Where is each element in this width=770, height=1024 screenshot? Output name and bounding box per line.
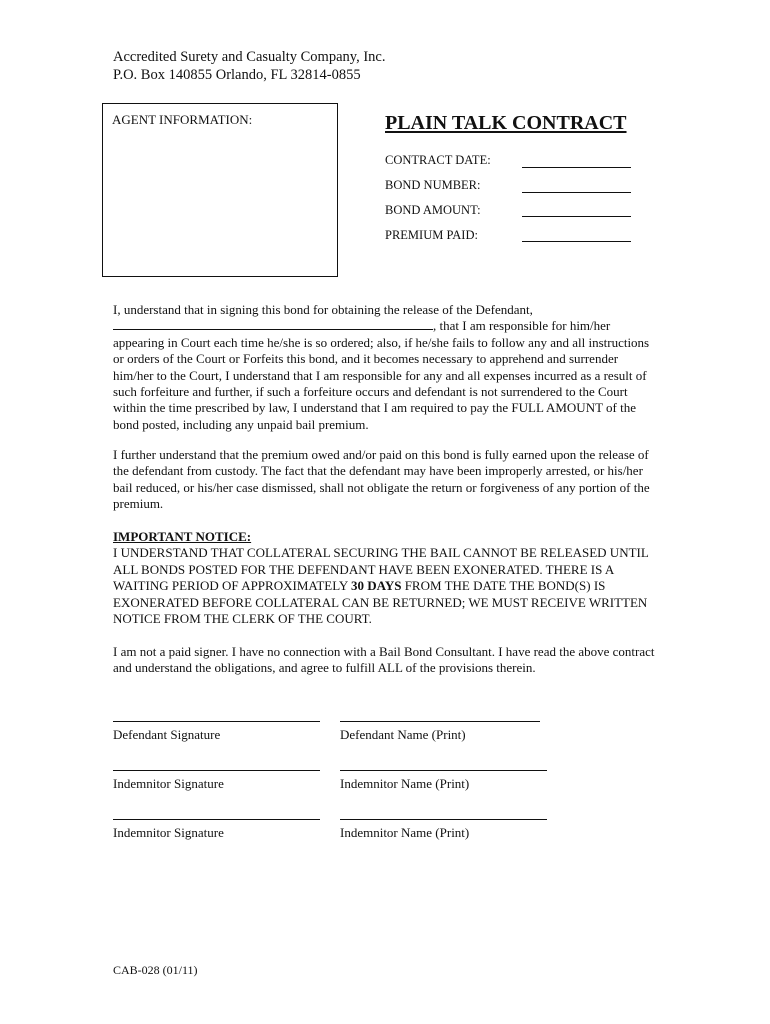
notice-text-end: FROM THE DATE THE BOND(S) IS EXONERATED BEFORE COLLATERAL CAN BE RETURNED; WE MUST RECEIVE WRITTEN NOTICE FROM THE CLERK OF THE COURT. bbox=[113, 578, 648, 627]
premium-paid-field[interactable] bbox=[522, 241, 631, 242]
indemnitor-1-signature-line[interactable] bbox=[113, 770, 320, 771]
notice-text-start: I UNDERSTAND THAT COLLATERAL SECURING THE BAIL CANNOT BE RELEASED UNTIL ALL BONDS POSTED FOR THE DEFENDANT HAVE BEEN EXONERATED. THERE IS A WAITING PERIOD OF APPROXIMATELY bbox=[113, 545, 649, 594]
company-header bbox=[113, 48, 385, 84]
company-address: P.O. Box 140855 Orlando, FL 32814-0855 bbox=[113, 67, 361, 83]
notice-days: 30 DAYS bbox=[351, 578, 402, 594]
bond-amount-label: BOND AMOUNT: bbox=[385, 203, 481, 217]
indemnitor-2-signature-line[interactable] bbox=[113, 819, 320, 820]
bond-number-label: BOND NUMBER: bbox=[385, 178, 481, 192]
notice-heading: IMPORTANT NOTICE: bbox=[113, 529, 252, 544]
defendant-signature-line[interactable] bbox=[113, 721, 320, 722]
defendant-signature-label: Defendant Signature bbox=[113, 727, 221, 742]
defendant-name-line bbox=[113, 318, 661, 334]
defendant-name-blank[interactable] bbox=[113, 318, 433, 330]
notice-body bbox=[113, 545, 661, 627]
contract-date-field[interactable] bbox=[522, 167, 631, 168]
agent-information-box[interactable] bbox=[102, 103, 338, 277]
bond-amount-field[interactable] bbox=[522, 216, 631, 217]
defendant-name-label: Defendant Name (Print) bbox=[340, 727, 466, 742]
company-name: Accredited Surety and Casualty Company, Inc. bbox=[113, 49, 386, 65]
indemnitor-1-signature-label: Indemnitor Signature bbox=[113, 776, 224, 791]
indemnitor-1-name-line[interactable] bbox=[340, 770, 547, 771]
form-code: CAB-028 (01/11) bbox=[113, 963, 198, 977]
page-title: PLAIN TALK CONTRACT bbox=[385, 112, 627, 134]
indemnitor-2-signature-label: Indemnitor Signature bbox=[113, 825, 224, 840]
important-notice bbox=[113, 529, 661, 627]
indemnitor-2-name-label: Indemnitor Name (Print) bbox=[340, 825, 470, 840]
bond-number-field[interactable] bbox=[522, 192, 631, 193]
indemnitor-2-name-line[interactable] bbox=[340, 819, 547, 820]
acknowledgement-paragraph: I am not a paid signer. I have no connection with a Bail Bond Consultant. I have read the above contract and understand the obligations, and agree to fulfill ALL of the provisions therein. bbox=[113, 644, 655, 676]
premium-paragraph: I further understand that the premium owed and/or paid on this bond is fully earned upon the release of the defendant from custody. The fact that the defendant may have been improperly arrested, or his/her bail reduced, or his/her case dismissed, shall not obligate the return or forgiveness of any portion of the premium. bbox=[113, 447, 650, 512]
paragraph-line-1: I, understand that in signing this bond for obtaining the release of the Defendant, bbox=[113, 302, 533, 317]
defendant-name-line[interactable] bbox=[340, 721, 540, 722]
agent-information-label: AGENT INFORMATION: bbox=[112, 112, 253, 127]
indemnitor-1-name-label: Indemnitor Name (Print) bbox=[340, 776, 470, 791]
paragraph-body: appearing in Court each time he/she is so ordered; also, if he/she fails to follow any and all instructions or orders of the Court or Forfeits this bond, and it becomes necessary to apprehend and surrender him/her to the Court, I understand that I am responsible for any and all expenses incurred as a result of such forfeiture and further, if such a forfeiture occurs and defendant is not surrendered to the Court within the time prescribed by law, I understand that I am required to pay the FULL AMOUNT of the bond posted, including any unpaid bail premium. bbox=[113, 334, 650, 432]
paragraph-after-blank: , that I am responsible for him/her bbox=[433, 318, 611, 334]
contract-date-label: CONTRACT DATE: bbox=[385, 153, 491, 167]
responsibility-paragraph bbox=[113, 302, 661, 433]
premium-paid-label: PREMIUM PAID: bbox=[385, 228, 478, 242]
